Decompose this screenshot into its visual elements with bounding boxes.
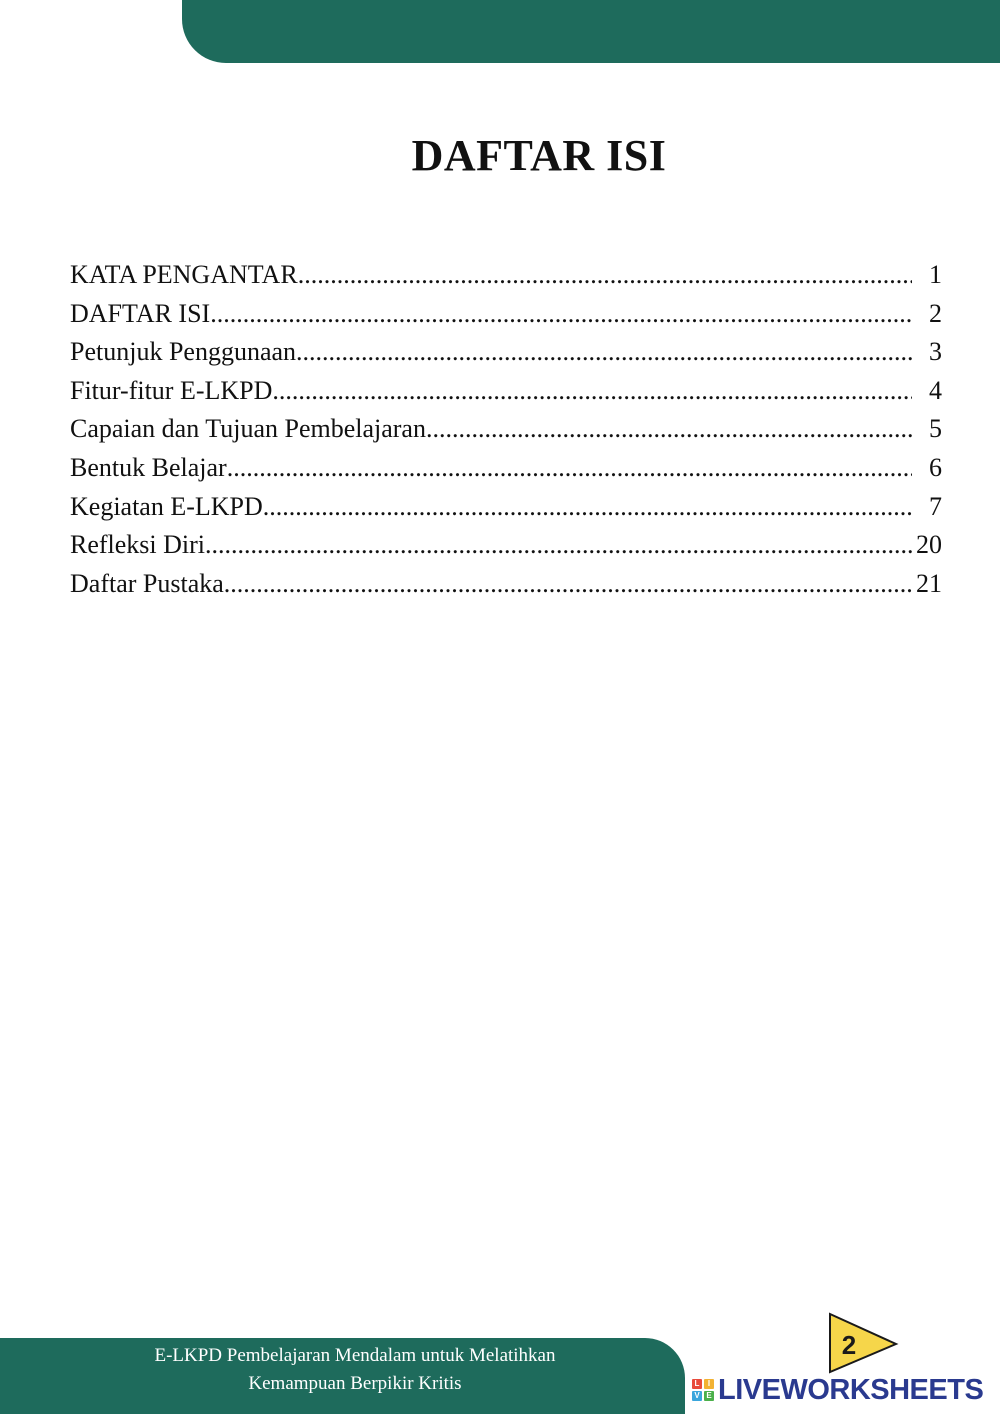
toc-entry-page: 3 <box>929 337 942 367</box>
toc-dot-leader <box>272 372 912 411</box>
toc-dot-leader <box>210 295 912 334</box>
toc-dot-leader <box>263 488 912 527</box>
page-title: DAFTAR ISI <box>411 131 667 180</box>
liveworksheets-watermark[interactable] <box>692 1374 983 1406</box>
footer-line-2: Kemampuan Berpikir Kritis <box>248 1373 462 1394</box>
toc-entry-page: 7 <box>929 491 942 521</box>
toc-entry[interactable] <box>70 526 942 565</box>
toc-entry-label: Kegiatan E-LKPD <box>70 491 263 521</box>
footer-line-1: E-LKPD Pembelajaran Mendalam untuk Melatihkan <box>154 1345 556 1366</box>
header-band <box>182 0 1000 63</box>
table-of-contents <box>70 256 942 603</box>
toc-entry-page: 6 <box>929 452 942 482</box>
toc-dot-leader <box>426 410 912 449</box>
toc-entry[interactable] <box>70 449 942 488</box>
toc-entry-page: 5 <box>929 414 942 444</box>
toc-entry-label: KATA PENGANTAR <box>70 260 298 289</box>
toc-entry-label: Fitur-fitur E-LKPD <box>70 375 273 405</box>
toc-entry[interactable] <box>70 488 942 527</box>
toc-entry[interactable] <box>70 372 942 411</box>
toc-dot-leader <box>298 256 912 295</box>
toc-entry-page: 21 <box>916 568 942 598</box>
toc-entry-page: 1 <box>929 260 942 289</box>
toc-entry-page: 4 <box>929 375 942 405</box>
footer-caption <box>0 1342 710 1398</box>
toc-entry-page: 2 <box>929 298 942 328</box>
liveworksheets-logo-icon: L I V E <box>692 1379 714 1401</box>
toc-entry-label: Refleksi Diri <box>70 530 206 560</box>
toc-entry[interactable] <box>70 256 942 295</box>
toc-entry-label: Bentuk Belajar <box>70 452 227 482</box>
toc-entry-label: Daftar Pustaka <box>70 568 224 598</box>
liveworksheets-logo-text: LIVEWORKSHEETS <box>718 1373 984 1406</box>
toc-entry-label: DAFTAR ISI <box>70 298 211 328</box>
toc-dot-leader <box>227 449 912 488</box>
toc-dot-leader <box>224 565 914 604</box>
toc-dot-leader <box>296 333 912 372</box>
toc-entry[interactable] <box>70 410 942 449</box>
toc-entry[interactable] <box>70 295 942 334</box>
page-number: 2 <box>841 1330 857 1360</box>
toc-entry[interactable] <box>70 565 942 604</box>
toc-dot-leader <box>205 526 914 565</box>
toc-entry[interactable] <box>70 333 942 372</box>
toc-entry-label: Petunjuk Penggunaan <box>70 337 297 367</box>
toc-entry-label: Capaian dan Tujuan Pembelajaran <box>70 414 426 444</box>
toc-entry-page: 20 <box>916 530 942 560</box>
